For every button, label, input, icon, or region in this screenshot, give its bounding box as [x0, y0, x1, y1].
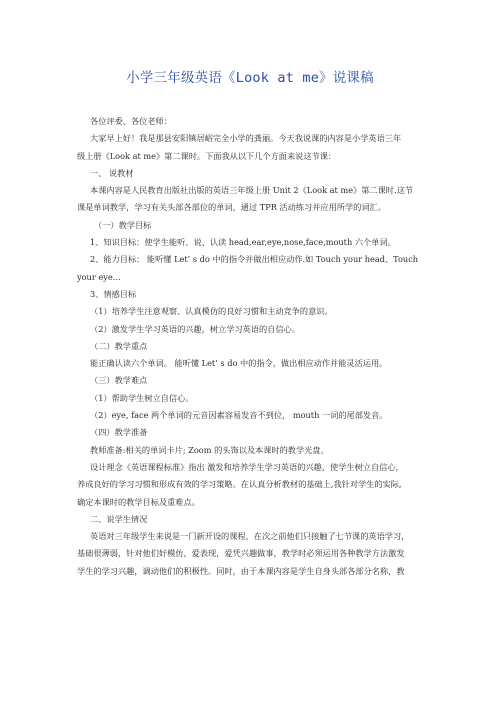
- document-title: 小学三年级英语《Look at me》说课稿: [126, 70, 374, 86]
- document-body: [77, 113, 431, 580]
- subsection-heading: （二）教学重点: [90, 340, 148, 351]
- text-line: （1）帮助学生树立自信心。: [90, 392, 194, 403]
- text-line: 英语对三年级学生来说是一门新开设的课程，在次之前他们只接触了七节课的英语学习，: [90, 531, 410, 542]
- text-line: 能正确认读六个单词。 能听懂 Let’ s do 中的指令，做出相应动作并能灵活运用。: [90, 358, 388, 369]
- text-line: 基础很薄弱，针对他们好模仿，爱表现，爱凭兴趣做事，教学时必须运用各种教学方法激发: [77, 548, 405, 559]
- section-heading: 二、说学生情况: [90, 513, 148, 524]
- text-line: 养成良好的学习习惯和形成有效的学习策略。在认真分析教材的基础上,我针对学生的实际,: [77, 479, 402, 490]
- text-line: 本课内容是人民教育出版社出版的英语三年级上册 Unit 2《Look at me》第二课时.这节: [90, 185, 413, 196]
- section-heading: 一、 说教材: [90, 167, 134, 178]
- text-line: （1）培养学生注意观察、认真模仿的良好习惯和主动竞争的意识。: [90, 306, 333, 317]
- text-line: 教师准备:相关的单词卡片; Zoom 的头饰以及本课时的教学光盘。: [90, 444, 329, 455]
- subsection-heading: （四）教学准备: [90, 427, 148, 438]
- text-line: 设计理念《英语课程标准》指出 激发和培养学生学习英语的兴趣，使学生树立自信心，: [90, 461, 404, 472]
- text-line: 大家早上好！我是那县安阳镇居峪完全小学的龚丽。今天我说课的内容是小学英语三年: [90, 133, 402, 144]
- subsection-heading: （三）教学难点: [90, 375, 148, 386]
- subsection-heading: （一）教学目标: [94, 219, 152, 230]
- text-line: 级上册《Look at me》第二课时。下面我从以下几个方面来说这节课：: [77, 150, 337, 161]
- text-line: 各位评委、各位老师：: [90, 116, 172, 126]
- text-line: （2）eye, face 两个单词的元音因素容易发音不到位， mouth 一词的尾部发音。: [90, 410, 388, 421]
- text-line: 2、能力目标： 能听懂 Let’ s do 中的指令并做出相应动作.如 Touch your head、Touch: [90, 254, 419, 265]
- text-line: 课是单词教学，学习有关头部各部位的单词，通过 TPR 活动练习并应用所学的词汇。: [77, 202, 386, 213]
- text-line: （2）激发学生学习英语的兴趣，树立学习英语的自信心。: [90, 323, 300, 334]
- text-line: 学生的学习兴趣，调动他们的积极性。同时，由于本课内容是学生自身头部各部分名称，教: [77, 565, 405, 576]
- text-line: 1、知识目标：使学生能听、说、认读 head,ear,eye,nose,face,mouth 六个单词。: [90, 237, 396, 248]
- text-line: 3、情感目标: [90, 288, 137, 299]
- text-line: 确定本课时的教学目标及重难点。: [77, 496, 200, 507]
- text-line: your eye…: [77, 271, 121, 282]
